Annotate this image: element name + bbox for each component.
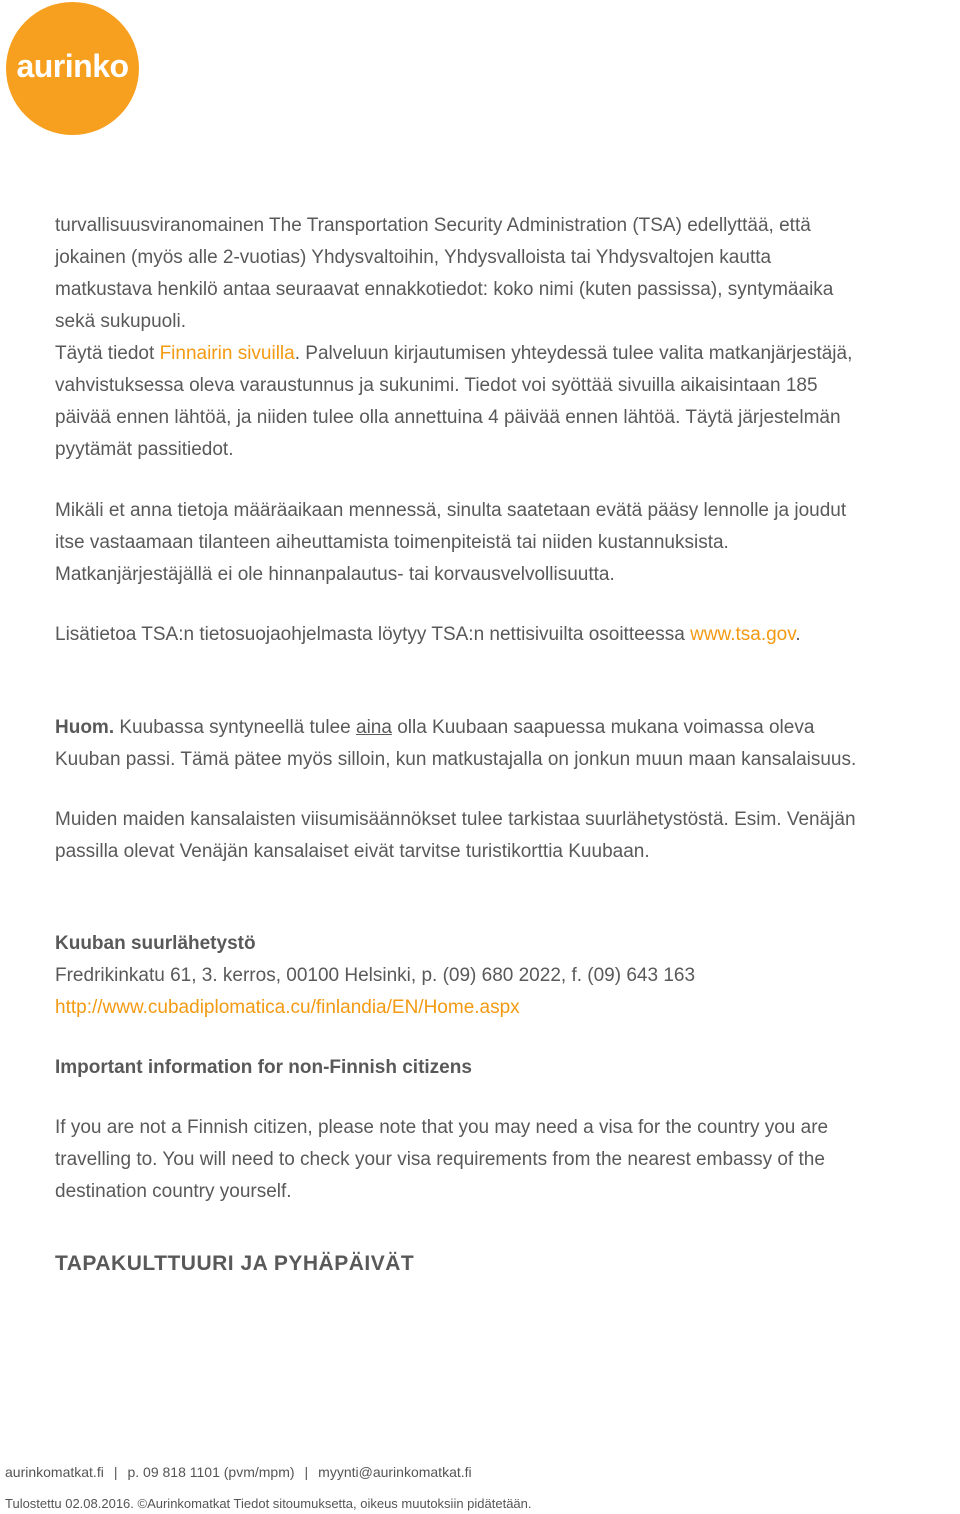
non-finnish-section (55, 1112, 960, 1208)
tsa-line (55, 338, 960, 370)
tsa-section (55, 210, 960, 466)
footer-email[interactable]: myynti@aurinkomatkat.fi (318, 1464, 472, 1480)
tsa-text: . Palveluun kirjautumisen yhteydessä tulee valita matkanjärjestäjä, (294, 343, 853, 364)
tsa-line: vahvistuksessa oleva varaustunnus ja sukunimi. Tiedot voi syöttää sivuilla aikaisintaan 185 (55, 375, 818, 396)
embassy-link[interactable]: http://www.cubadiplomatica.cu/finlandia/EN/Home.aspx (55, 997, 520, 1018)
footer-separator: | (113, 1464, 118, 1480)
deadline-line: itse vastaamaan tilanteen aiheuttamista toimenpiteistä tai niiden kustannuksista. (55, 532, 729, 553)
tsa-line: turvallisuusviranomainen The Transportation Security Administration (TSA) edellyttää, että (55, 215, 811, 236)
non-finnish-line: If you are not a Finnish citizen, please note that you may need a visa for the country you are (55, 1117, 829, 1138)
note-emphasis: aina (356, 717, 392, 738)
other-line: passilla olevat Venäjän kansalaiset eivät tarvitse turistikorttia Kuubaan. (55, 841, 650, 862)
note-text: Kuubassa syntyneellä tulee (114, 717, 356, 738)
footer-contact (5, 1464, 472, 1480)
tsa-text: Täytä tiedot (55, 343, 160, 364)
more-info-line (55, 619, 960, 651)
deadline-line: Mikäli et anna tietoja määräaikaan mennessä, sinulta saatetaan evätä pääsy lennolle ja joudut (55, 500, 847, 521)
other-line: Muiden maiden kansalaisten viisumisäännökset tulee tarkistaa suurlähetystöstä. Esim. Venäjän (55, 809, 856, 830)
tsa-line: matkustava henkilö antaa seuraavat ennakkotiedot: koko nimi (kuten passissa), syntymäaika (55, 279, 834, 300)
footer-phone: p. 09 818 1101 (pvm/mpm) (127, 1464, 295, 1480)
note-line (55, 712, 960, 744)
tsa-line: sekä sukupuoli. (55, 311, 186, 332)
footer-printed: Tulostettu 02.08.2016. ©Aurinkomatkat Tiedot sitoumuksetta, oikeus muutoksiin pidätetään. (5, 1496, 532, 1511)
more-info-section (55, 619, 960, 651)
tsa-gov-link[interactable]: www.tsa.gov (690, 624, 796, 645)
embassy-address: Fredrikinkatu 61, 3. kerros, 00100 Helsinki, p. (09) 680 2022, f. (09) 643 163 (55, 965, 696, 986)
tsa-line: pyytämät passitiedot. (55, 439, 234, 460)
non-finnish-line: travelling to. You will need to check your visa requirements from the nearest embassy of the (55, 1149, 825, 1170)
embassy-section (55, 928, 960, 1024)
deadline-line: Matkanjärjestäjällä ei ole hinnanpalautus- tai korvausvelvollisuutta. (55, 564, 615, 585)
deadline-section (55, 495, 960, 591)
other-citizens-section (55, 804, 960, 868)
footer-separator: | (304, 1464, 309, 1480)
tsa-line: jokainen (myös alle 2-vuotias) Yhdysvaltoihin, Yhdysvalloista tai Yhdysvaltojen kautta (55, 247, 772, 268)
more-info-text: . (795, 624, 801, 645)
section-heading: TAPAKULTTUURI JA PYHÄPÄIVÄT (55, 1252, 415, 1275)
more-info-text: Lisätietoa TSA:n tietosuojaohjelmasta löytyy TSA:n nettisivuilta osoitteessa (55, 624, 691, 645)
note-text: olla Kuubaan saapuessa mukana voimassa oleva (391, 717, 815, 738)
note-section (55, 712, 960, 776)
footer-site[interactable]: aurinkomatkat.fi (5, 1464, 104, 1480)
aurinko-logo (6, 2, 139, 135)
non-finnish-title: Important information for non-Finnish citizens (55, 1057, 472, 1078)
embassy-title: Kuuban suurlähetystö (55, 933, 256, 954)
note-line: Kuuban passi. Tämä pätee myös silloin, kun matkustajalla on jonkun muun maan kansalaisuus. (55, 749, 857, 770)
non-finnish-title-block (55, 1052, 960, 1084)
non-finnish-line: destination country yourself. (55, 1181, 292, 1202)
section-heading-block (55, 1248, 960, 1280)
logo-text: aurinko (16, 48, 129, 84)
note-label: Huom. (55, 717, 115, 738)
tsa-line: päivää ennen lähtöä, ja niiden tulee olla annettuina 4 päivää ennen lähtöä. Täytä järjestelmän (55, 407, 841, 428)
finnair-link[interactable]: Finnairin sivuilla (159, 343, 295, 364)
